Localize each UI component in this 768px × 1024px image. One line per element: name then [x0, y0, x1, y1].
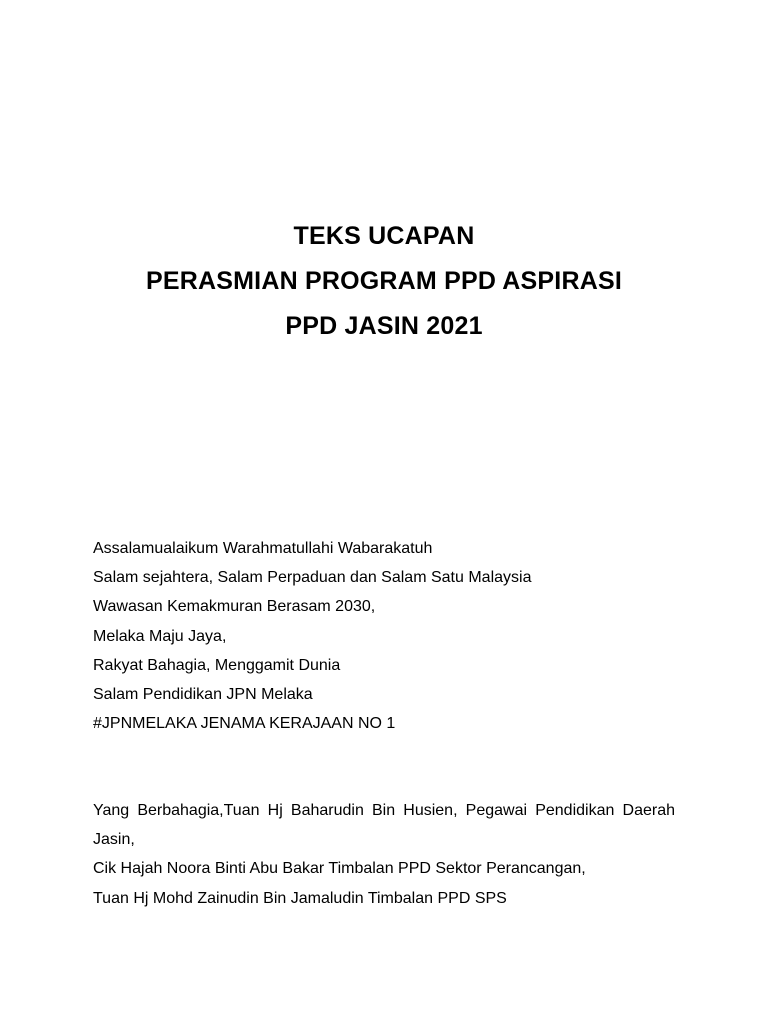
addressee-paragraph-1: Yang Berbahagia,Tuan Hj Baharudin Bin Husien, Pegawai Pendidikan Daerah Jasin, — [93, 802, 675, 849]
greeting-line-1: Assalamualaikum Warahmatullahi Wabarakatuh — [93, 540, 433, 557]
greeting-line-7: #JPNMELAKA JENAMA KERAJAAN NO 1 — [93, 715, 396, 733]
title-line-2: PERASMIAN PROGRAM PPD ASPIRASI — [146, 267, 622, 295]
document-title — [0, 214, 768, 349]
addressee-paragraph-3: Tuan Hj Mohd Zainudin Bin Jamaludin Timbalan PPD SPS — [93, 889, 507, 907]
addressee-paragraph-2: Cik Hajah Noora Binti Abu Bakar Timbalan PPD Sektor Perancangan, — [93, 860, 586, 878]
title-line-1: TEKS UCAPAN — [293, 222, 475, 250]
addressees-section — [93, 796, 675, 913]
greeting-line-6: Salam Pendidikan JPN Melaka — [93, 686, 313, 704]
greetings-section — [93, 534, 683, 738]
title-line-3: PPD JASIN 2021 — [285, 312, 483, 340]
greeting-line-2: Salam sejahtera, Salam Perpaduan dan Salam Satu Malaysia — [93, 569, 532, 587]
greeting-line-4: Melaka Maju Jaya, — [93, 627, 227, 645]
greeting-line-5: Rakyat Bahagia, Menggamit Dunia — [93, 656, 341, 674]
greeting-line-3: Wawasan Kemakmuran Berasam 2030, — [93, 598, 376, 616]
